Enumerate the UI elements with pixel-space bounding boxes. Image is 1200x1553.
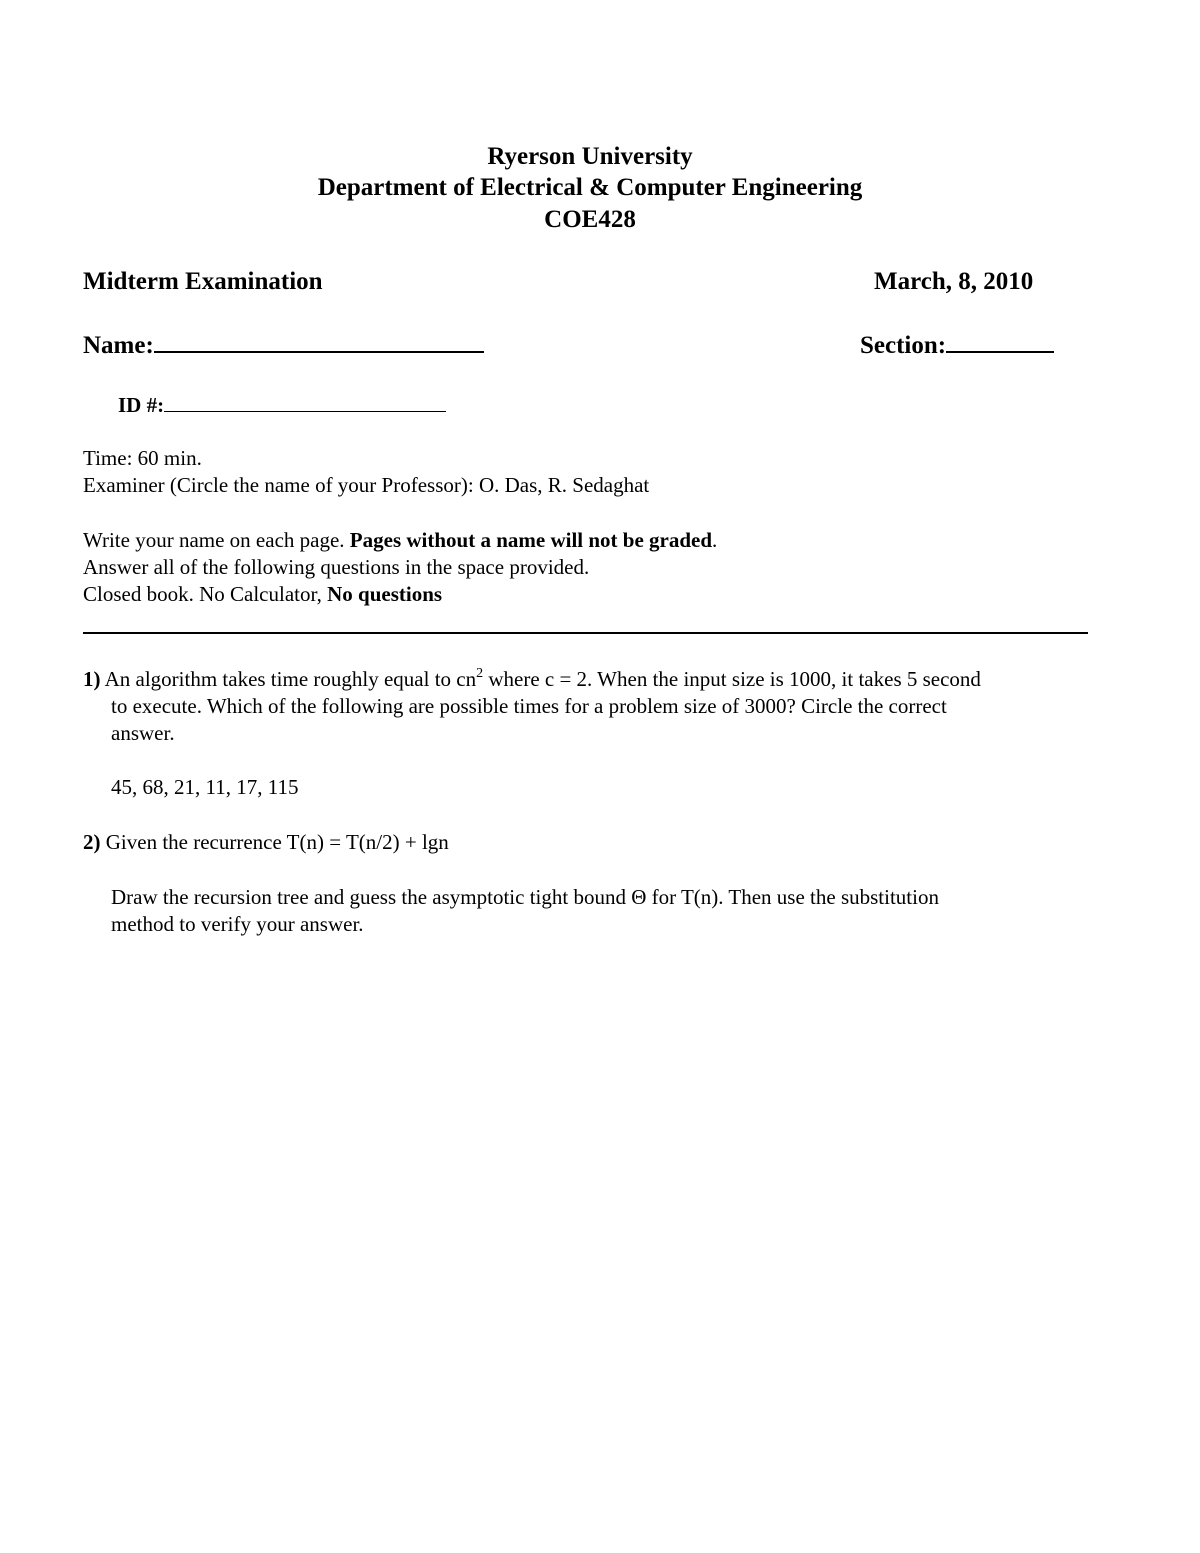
name-label: Name: <box>83 332 154 359</box>
instruction-line-1 <box>83 528 717 553</box>
name-field[interactable] <box>83 332 484 360</box>
question-1-number: 1) <box>83 667 101 691</box>
course-code: COE428 <box>544 206 636 233</box>
instruction-1-end: . <box>712 528 718 552</box>
exam-date: March, 8, 2010 <box>874 268 1034 295</box>
question-1-choices[interactable]: 45, 68, 21, 11, 17, 115 <box>111 775 299 799</box>
question-2-detail-1: Draw the recursion tree and guess the asymptotic tight bound Θ for T(n). Then use the substitution <box>111 885 939 909</box>
id-label: ID #: <box>118 393 165 417</box>
question-1-exponent: 2 <box>476 666 484 681</box>
section-divider <box>83 632 1088 634</box>
examiner-line: Examiner (Circle the name of your Professor): O. Das, R. Sedaghat <box>83 473 650 497</box>
department-name: Department of Electrical & Computer Engineering <box>317 174 863 201</box>
question-1-line-1 <box>83 667 981 692</box>
instruction-line-2: Answer all of the following questions in the space provided. <box>83 555 590 579</box>
question-2-detail-2: method to verify your answer. <box>111 912 364 936</box>
instruction-1-text: Write your name on each page. <box>83 528 350 552</box>
question-2-number: 2) <box>83 830 101 854</box>
exam-title: Midterm Examination <box>83 268 323 295</box>
question-1-text-b: where c = 2. When the input size is 1000, it takes 5 second <box>483 667 981 691</box>
section-blank[interactable] <box>946 350 1054 353</box>
question-1-line-3: answer. <box>111 721 175 745</box>
instruction-1-warning: Pages without a name will not be graded <box>349 528 713 552</box>
time-limit: Time: 60 min. <box>83 446 202 470</box>
university-name: Ryerson University <box>487 143 693 170</box>
question-2-line-1 <box>83 830 449 855</box>
question-1-text-a: An algorithm takes time roughly equal to cn <box>104 667 477 691</box>
id-field[interactable] <box>118 393 446 418</box>
instruction-3-text: Closed book. No Calculator, <box>83 582 328 606</box>
instruction-line-3 <box>83 582 442 607</box>
question-2-text: Given the recurrence T(n) = T(n/2) + lgn <box>105 830 449 854</box>
section-field[interactable] <box>860 332 1054 360</box>
section-label: Section: <box>860 332 947 359</box>
question-1-line-2: to execute. Which of the following are possible times for a problem size of 3000? Circle the correct <box>111 694 947 718</box>
instruction-3-bold: No questions <box>327 582 443 606</box>
id-blank[interactable] <box>164 410 446 412</box>
name-blank[interactable] <box>154 350 484 353</box>
